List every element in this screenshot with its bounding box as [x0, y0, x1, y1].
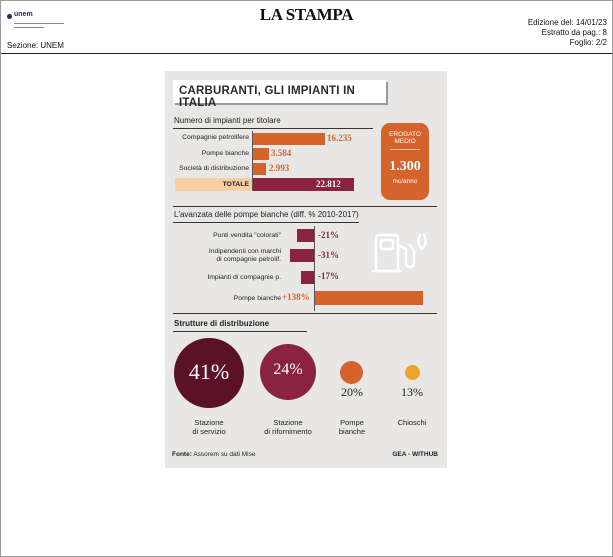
bar-compagnie [253, 133, 325, 145]
section3-title: Strutture di distribuzione [174, 319, 270, 328]
section2-top-rule [173, 206, 437, 207]
source-label: Fonte: [172, 451, 192, 458]
source-note [172, 451, 255, 458]
value-compagnie: 16.235 [327, 133, 352, 143]
source-text: Assorem su dati Mise [193, 451, 256, 458]
badge-unit: mc/anno [392, 178, 418, 185]
section2-rule [173, 222, 359, 223]
label-line1: Stazione [194, 418, 224, 427]
value-pompe-bianche: 3.584 [271, 148, 292, 158]
row-label-totale: TOTALE [222, 181, 249, 188]
value-colorati: -21% [318, 230, 339, 240]
bubble-label-pompe-bianche [331, 418, 373, 436]
value-societa: 2.993 [269, 163, 290, 173]
value-impianti: -17% [318, 271, 339, 281]
bar-pompe-bianche-2 [315, 291, 423, 305]
row-label-indipendenti-line2: di compagnie petrolif. [216, 256, 281, 263]
erogato-medio-badge [381, 123, 429, 200]
section-label: Sezione: UNEM [7, 41, 64, 50]
bubble-value-chioschi: 13% [401, 385, 423, 399]
infographic [165, 71, 447, 468]
edition-date: Edizione del: 14/01/23 [527, 18, 607, 27]
bar-colorati [297, 229, 314, 242]
bar-indipendenti [290, 249, 314, 262]
bubble-pompe-bianche [340, 361, 363, 384]
bubble-value-stazione-servizio: 41% [188, 359, 230, 384]
header-divider [1, 53, 612, 54]
section2-title: L'avanzata delle pompe bianche (diff. % 2010-2017) [174, 210, 359, 219]
infographic-title-box [173, 80, 386, 109]
row-label-indipendenti [165, 248, 281, 264]
section3-rule [173, 331, 307, 332]
label-line1: Chioschi [397, 418, 427, 427]
fuel-pump-icon [370, 229, 432, 277]
logo-tagline-line [14, 27, 44, 28]
row-label-impianti: Impianti di compagnie p. [207, 274, 281, 281]
badge-value: 1.300 [389, 159, 421, 174]
bubble-label-chioschi [391, 418, 433, 427]
row-label-compagnie: Compagnie petrolifere [182, 134, 249, 141]
bubble-label-stazione-rifornimento [253, 418, 323, 436]
label-line1: Stazione [273, 418, 303, 427]
row-label-pompe-bianche: Pompe bianche [201, 150, 249, 157]
label-line2: di servizio [192, 427, 226, 436]
edition-info [528, 18, 607, 48]
bubble-value-pompe-bianche: 20% [341, 385, 363, 399]
section3-top-rule [173, 313, 437, 314]
label-line2: bianche [338, 427, 366, 436]
section1-title: Numero di impianti per titolare [174, 116, 281, 125]
badge-label [381, 131, 429, 145]
label-line2: di rifornimento [264, 427, 312, 436]
badge-line1: EROGATO [389, 131, 421, 138]
sheet-number: Foglio: 2/2 [569, 38, 607, 47]
masthead: LA STAMPA [259, 5, 354, 24]
row-label-indipendenti-line1: Indipendenti con marchi [208, 248, 281, 255]
logo-name: unem [14, 11, 33, 18]
bar-pompe-bianche [253, 148, 269, 160]
row-label-societa: Società di distribuzione [179, 165, 249, 172]
bubble-label-stazione-servizio [174, 418, 244, 436]
label-line1: Pompe [340, 418, 364, 427]
bar-impianti [301, 271, 314, 284]
bubble-value-stazione-rifornimento: 24% [273, 361, 303, 378]
extract-page: Estratto da pag.: 8 [541, 28, 607, 37]
value-pompe-bianche-2: +138% [282, 292, 310, 302]
bubble-chioschi [405, 365, 420, 380]
badge-divider [390, 149, 420, 150]
value-indipendenti: -31% [318, 250, 339, 260]
section1-rule [173, 128, 373, 129]
row-label-pompe-bianche-2: Pompe bianche [233, 295, 281, 302]
badge-line2: MEDIO [394, 138, 416, 145]
infographic-title: CARBURANTI, GLI IMPIANTI IN ITALIA [179, 85, 355, 109]
credit: GEA - WITHUB [392, 451, 438, 458]
row-label-colorati: Punti vendita "colorati" [213, 232, 281, 239]
bar-societa [253, 163, 266, 175]
value-totale: 22.812 [316, 179, 341, 189]
